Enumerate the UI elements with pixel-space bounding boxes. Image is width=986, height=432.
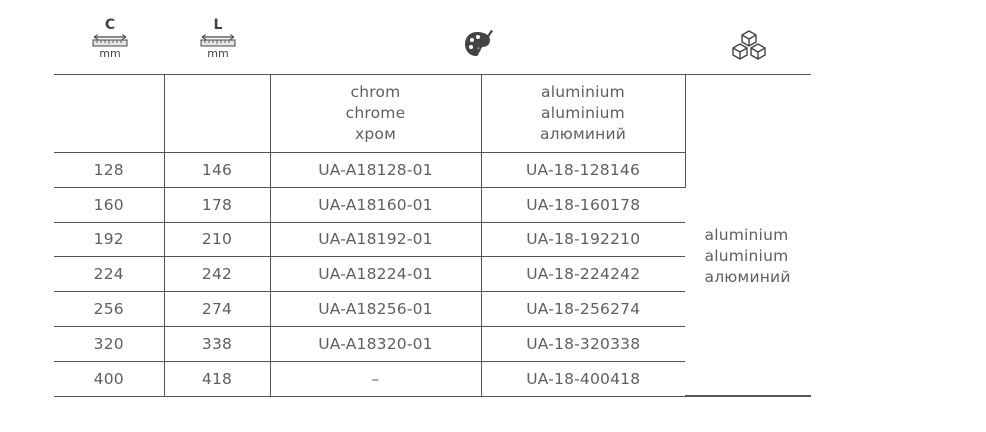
l-unit: mm [207,47,229,60]
l-label: L [213,17,223,33]
ruler-l-icon [200,33,236,47]
cell-c: 192 [54,222,164,257]
header-material [685,75,811,153]
cell-c: 256 [54,292,164,327]
cell-l: 210 [164,222,270,257]
alu-label-2: aluminium [541,104,625,122]
cell-c: 400 [54,361,164,395]
cell-c: 160 [54,187,164,222]
c-unit: mm [99,47,121,60]
c-label: C [104,17,116,33]
ruler-c-header [92,18,128,59]
cell-chrom-code: UA-A18320-01 [270,326,481,361]
header-cell-l [164,75,270,153]
cell-chrom-code: UA-A18128-01 [270,153,481,188]
palette-icon [463,29,495,59]
cell-c: 128 [54,153,164,188]
product-table [54,17,811,388]
alu-label-1: aluminium [541,83,625,101]
cell-l: 274 [164,292,270,327]
cell-chrom-code: UA-A18192-01 [270,222,481,257]
cell-c: 224 [54,257,164,292]
table-row [54,153,811,188]
cell-alu-code: UA-18-128146 [481,153,685,188]
ruler-c-icon [92,33,128,47]
cell-chrom-code: UA-A18256-01 [270,292,481,327]
cubes-icon [730,29,768,61]
cell-l: 418 [164,361,270,395]
material-label-3: алюминий [704,267,791,286]
ruler-l-header [200,18,236,59]
cell-l: 146 [164,153,270,188]
chrom-label-3: хром [355,125,396,143]
header-cell-c [54,75,164,153]
cell-c: 320 [54,326,164,361]
alu-label-3: алюминий [539,125,627,143]
cell-l: 338 [164,326,270,361]
cell-chrom-code: UA-A18160-01 [270,187,481,222]
cell-alu-code: UA-18-224242 [481,257,685,292]
cell-chrom-code: – [270,361,481,395]
cell-alu-code: UA-18-160178 [481,187,685,222]
material-label-2: aluminium [704,246,789,265]
material-cell [685,153,811,396]
chrom-label-1: chrom [350,83,401,101]
palette-header [463,28,495,59]
header-chrom [270,75,481,153]
cell-alu-code: UA-18-400418 [526,369,641,388]
data-table [54,75,811,396]
header-icons [54,18,811,74]
cell-alu-code: UA-18-192210 [481,222,685,257]
cell-l: 242 [164,257,270,292]
cell-alu-code: UA-18-256274 [481,292,685,327]
table-grid [54,74,811,397]
chrom-label-2: chrome [345,104,406,122]
cubes-header [730,28,768,61]
cell-alu-code: UA-18-320338 [481,326,685,361]
table-header-row [54,75,811,153]
material-label-1: aluminium [704,225,789,244]
cell-chrom-code: UA-A18224-01 [270,257,481,292]
cell-l: 178 [164,187,270,222]
header-aluminium [481,75,685,153]
